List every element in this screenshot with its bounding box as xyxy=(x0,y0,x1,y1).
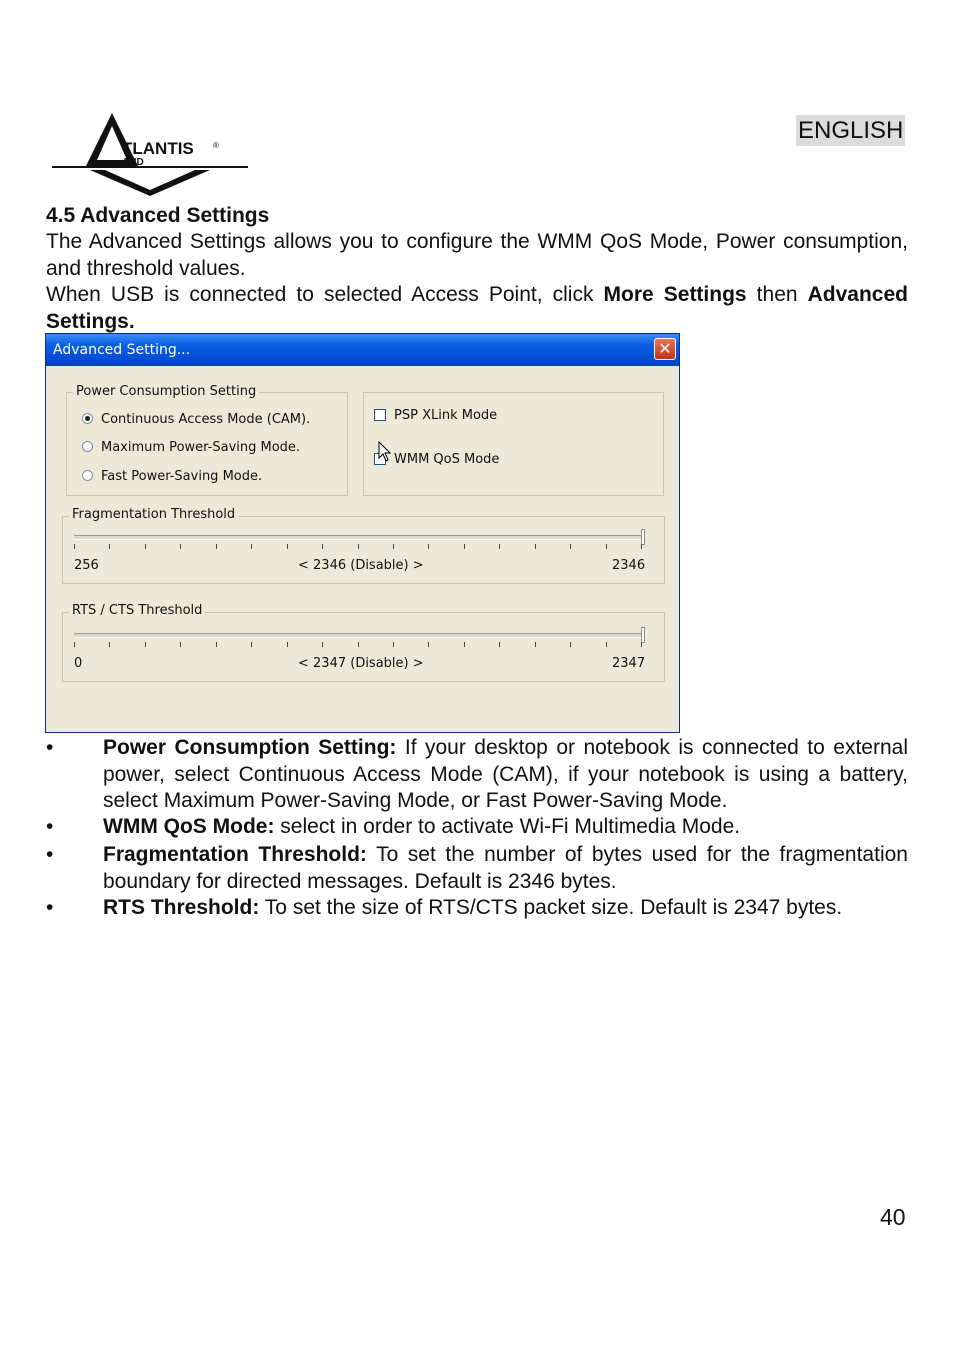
slider-tick xyxy=(287,642,288,647)
slider-tick xyxy=(251,544,252,549)
fragmentation-threshold-label: Fragmentation Threshold xyxy=(69,507,238,522)
atlantis-logo xyxy=(50,108,250,200)
rts-slider-ticks xyxy=(74,642,642,648)
slider-tick xyxy=(74,544,75,549)
bullet-marker: • xyxy=(46,736,54,759)
slider-tick xyxy=(464,642,465,647)
slider-tick xyxy=(251,642,252,647)
psp-xlink-checkbox[interactable] xyxy=(374,409,386,421)
slider-tick xyxy=(606,544,607,549)
rts-value-label: < 2347 (Disable) > xyxy=(298,656,424,671)
close-icon: ✕ xyxy=(658,339,672,358)
slider-tick xyxy=(641,544,642,549)
bullet-marker: • xyxy=(46,815,54,838)
rts-slider-thumb[interactable] xyxy=(641,627,645,643)
close-button[interactable] xyxy=(654,338,676,360)
slider-tick xyxy=(606,642,607,647)
power-consumption-group-label: Power Consumption Setting xyxy=(73,384,259,399)
slider-tick xyxy=(358,544,359,549)
slider-tick xyxy=(393,544,394,549)
slider-tick xyxy=(358,642,359,647)
bullet-fragmentation: Fragmentation Threshold: To set the number of bytes used for the fragmentation boundary for directed messages. Default is 2346 bytes. xyxy=(103,843,908,893)
logo-registered-mark: ® xyxy=(213,141,219,150)
slider-tick xyxy=(216,544,217,549)
bullet-marker: • xyxy=(46,896,54,919)
fragmentation-slider-thumb[interactable] xyxy=(641,529,645,545)
bullet-wmm-qos: WMM QoS Mode: select in order to activate Wi-Fi Multimedia Mode. xyxy=(103,815,741,838)
slider-tick xyxy=(428,642,429,647)
slider-tick xyxy=(499,642,500,647)
bullet-rts: RTS Threshold: To set the size of RTS/CTS packet size. Default is 2347 bytes. xyxy=(103,896,843,919)
dialog-titlebar xyxy=(46,334,679,366)
page-number: 40 xyxy=(880,1204,906,1230)
fragmentation-max-label: 2346 xyxy=(612,558,646,573)
slider-tick xyxy=(322,642,323,647)
rts-max-label: 2347 xyxy=(612,656,646,671)
fragmentation-threshold-group xyxy=(62,516,665,584)
radio-max-power-saving-label: Maximum Power-Saving Mode. xyxy=(101,440,301,455)
section-heading: 4.5 Advanced Settings xyxy=(46,204,270,227)
advanced-settings-ref: Advanced Settings. xyxy=(46,283,908,333)
fragmentation-min-label: 256 xyxy=(74,558,99,573)
logo-text: TLANTIS xyxy=(122,139,194,158)
rts-min-label: 0 xyxy=(74,656,83,671)
fragmentation-value-label: < 2346 (Disable) > xyxy=(298,558,424,573)
slider-tick xyxy=(109,642,110,647)
radio-cam-label: Continuous Access Mode (CAM). xyxy=(101,412,311,427)
slider-tick xyxy=(180,544,181,549)
slider-tick xyxy=(145,642,146,647)
slider-tick xyxy=(145,544,146,549)
slider-tick xyxy=(464,544,465,549)
radio-cam[interactable] xyxy=(82,413,93,424)
slider-tick xyxy=(499,544,500,549)
slider-tick xyxy=(109,544,110,549)
radio-fast-power-saving-label: Fast Power-Saving Mode. xyxy=(101,469,263,484)
slider-tick xyxy=(570,544,571,549)
bullet-marker: • xyxy=(46,843,54,866)
rts-slider-track xyxy=(74,633,642,638)
radio-fast-power-saving[interactable] xyxy=(82,470,93,481)
fragmentation-slider-ticks xyxy=(74,544,642,550)
advanced-setting-dialog xyxy=(45,333,680,733)
slider-tick xyxy=(535,642,536,647)
language-label: ENGLISH xyxy=(798,117,904,144)
mouse-cursor-icon xyxy=(378,441,392,463)
instructions-paragraph: When USB is connected to selected Access Point, click More Settings then Advanced Settings. xyxy=(46,283,908,333)
rts-cts-threshold-label: RTS / CTS Threshold xyxy=(69,603,205,618)
psp-xlink-label: PSP XLink Mode xyxy=(394,408,498,423)
dialog-title: Advanced Setting... xyxy=(53,342,191,358)
intro-paragraph: The Advanced Settings allows you to configure the WMM QoS Mode, Power consumption, and threshold values. xyxy=(46,230,908,280)
slider-tick xyxy=(74,642,75,647)
slider-tick xyxy=(393,642,394,647)
logo-and-text: AND xyxy=(122,157,144,168)
fragmentation-slider-track xyxy=(74,535,642,540)
radio-max-power-saving[interactable] xyxy=(82,441,93,452)
slider-tick xyxy=(535,544,536,549)
wmm-qos-label: WMM QoS Mode xyxy=(394,452,500,467)
slider-tick xyxy=(428,544,429,549)
slider-tick xyxy=(180,642,181,647)
slider-tick xyxy=(322,544,323,549)
slider-tick xyxy=(570,642,571,647)
slider-tick xyxy=(641,642,642,647)
bullet-power-consumption: Power Consumption Setting: If your desktop or notebook is connected to external power, select Continuous Access Mode (CAM), if your notebook is using a battery, select Maximum Power-Saving Mode, or Fast Power-Saving Mode. xyxy=(103,736,908,812)
slider-tick xyxy=(216,642,217,647)
slider-tick xyxy=(287,544,288,549)
more-settings-ref: More Settings xyxy=(603,283,747,306)
